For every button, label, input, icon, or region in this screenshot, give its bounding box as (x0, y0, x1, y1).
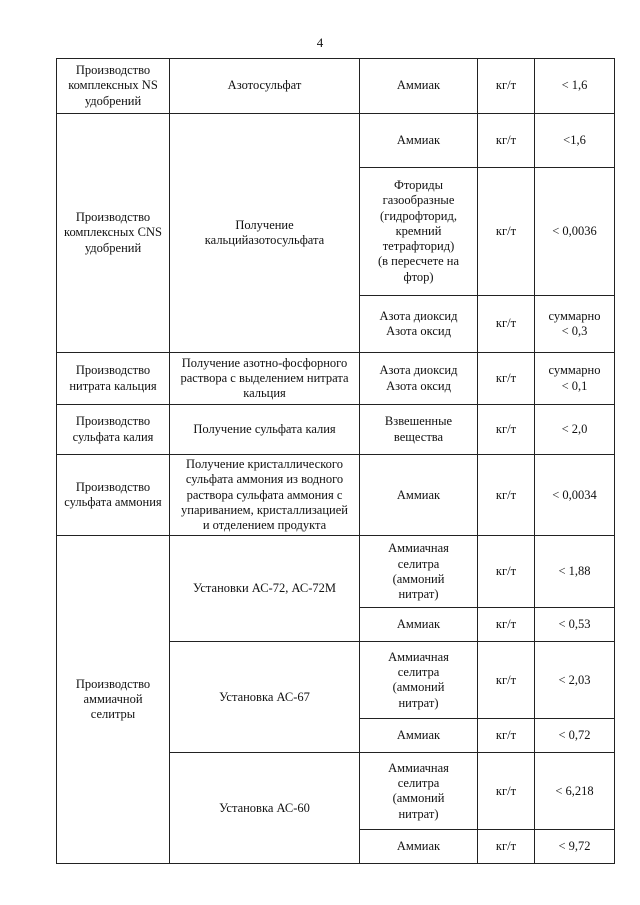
process-name: Установки АС-72, АС-72М (193, 581, 336, 596)
value-cell (535, 719, 615, 753)
value-cell (535, 353, 615, 405)
value-cell (535, 114, 615, 168)
process-cell (170, 642, 360, 753)
value-cell (535, 405, 615, 455)
emission-standards-table (56, 58, 615, 864)
process-cell (170, 59, 360, 114)
unit-cell (478, 719, 535, 753)
process-cell (170, 114, 360, 353)
substance-cell (360, 830, 478, 864)
unit-cell (478, 296, 535, 353)
page-number: 4 (316, 35, 324, 50)
unit-cell (478, 753, 535, 830)
substance-cell (360, 536, 478, 608)
value-cell (535, 296, 615, 353)
substance-text: Аммиак (396, 728, 441, 743)
value-cell (535, 642, 615, 719)
unit-text: кг/т (495, 672, 517, 687)
unit-cell (478, 830, 535, 864)
unit-text: кг/т (495, 316, 517, 331)
value-text: < 0,53 (558, 617, 591, 632)
unit-cell (478, 608, 535, 642)
process-name: Получение азотно-фосфорного раствора с выделением нитрата кальция (180, 355, 349, 401)
substance-text: Взвешенные вещества (384, 414, 453, 444)
unit-cell (478, 405, 535, 455)
substance-text: Аммиак (396, 487, 441, 502)
table-body (57, 59, 615, 864)
production-cell (57, 114, 170, 353)
unit-cell (478, 642, 535, 719)
value-cell (535, 830, 615, 864)
process-cell (170, 405, 360, 455)
value-text: < 1,6 (561, 78, 588, 93)
value-text: суммарно < 0,1 (548, 363, 601, 393)
production-cell (57, 405, 170, 455)
process-name: Азотосульфат (227, 78, 302, 93)
production-name: Производство комплексных NS удобрений (68, 63, 158, 108)
substance-text: Аммиачная селитра (аммоний нитрат) (388, 649, 449, 710)
unit-text: кг/т (495, 78, 517, 93)
value-cell (535, 455, 615, 536)
production-name: Производство комплексных CNS удобрений (64, 210, 162, 255)
substance-cell (360, 114, 478, 168)
process-name: Установка АС-60 (219, 800, 310, 815)
production-name: Производство аммиачной селитры (75, 676, 151, 722)
value-text: < 9,72 (558, 839, 591, 854)
process-cell (170, 353, 360, 405)
process-name: Установка АС-67 (219, 689, 310, 704)
value-cell (535, 59, 615, 114)
substance-text: Аммиак (396, 78, 441, 93)
value-cell (535, 168, 615, 296)
substance-text: Аммиак (396, 839, 441, 854)
substance-text: Фториды газообразные (гидрофторид, кремний тетрафторид) (в пересчете на фтор) (377, 178, 460, 284)
value-text: < 2,03 (558, 672, 591, 687)
process-cell (170, 455, 360, 536)
unit-text: кг/т (495, 370, 517, 385)
process-name: Получение кристаллического сульфата аммония из водного раствора сульфата аммония с упариванием, кристаллизацией и отделением продукта (181, 457, 348, 532)
value-text: суммарно < 0,3 (548, 308, 601, 338)
unit-text: кг/т (495, 783, 517, 798)
process-name: Получение сульфата калия (193, 421, 336, 436)
table-row (57, 455, 615, 536)
table-row (57, 405, 615, 455)
value-text: < 6,218 (555, 783, 594, 798)
substance-cell (360, 59, 478, 114)
value-cell (535, 536, 615, 608)
production-name: Производство сульфата аммония (64, 479, 162, 510)
unit-cell (478, 59, 535, 114)
unit-text: кг/т (495, 132, 517, 147)
substance-cell (360, 353, 478, 405)
substance-cell (360, 753, 478, 830)
process-cell (170, 753, 360, 864)
unit-text: кг/т (495, 728, 517, 743)
value-cell (535, 753, 615, 830)
unit-cell (478, 114, 535, 168)
unit-cell (478, 353, 535, 405)
unit-cell (478, 536, 535, 608)
value-text: <1,6 (563, 132, 586, 147)
table-row (57, 59, 615, 114)
value-text: < 2,0 (561, 421, 588, 436)
unit-text: кг/т (495, 564, 517, 579)
substance-cell (360, 168, 478, 296)
unit-text: кг/т (495, 223, 517, 238)
substance-text: Аммиак (396, 132, 441, 147)
table-row (57, 114, 615, 168)
substance-cell (360, 405, 478, 455)
process-cell (170, 536, 360, 642)
substance-cell (360, 455, 478, 536)
production-cell (57, 353, 170, 405)
production-cell (57, 59, 170, 114)
value-text: < 0,0034 (552, 487, 597, 502)
substance-text: Азота диоксид Азота оксид (379, 363, 458, 393)
substance-text: Аммиак (396, 617, 441, 632)
production-name: Производство сульфата калия (72, 414, 154, 444)
production-name: Производство нитрата кальция (69, 363, 157, 393)
substance-cell (360, 608, 478, 642)
substance-cell (360, 719, 478, 753)
unit-text: кг/т (495, 487, 517, 502)
unit-text: кг/т (495, 617, 517, 632)
production-cell (57, 536, 170, 864)
production-cell (57, 455, 170, 536)
value-text: < 1,88 (558, 564, 591, 579)
unit-cell (478, 455, 535, 536)
substance-cell (360, 642, 478, 719)
process-name: Получение кальцийазотосульфата (204, 217, 325, 247)
substance-text: Азота диоксид Азота оксид (379, 308, 458, 338)
unit-text: кг/т (495, 421, 517, 436)
substance-text: Аммиачная селитра (аммоний нитрат) (388, 760, 449, 821)
unit-cell (478, 168, 535, 296)
unit-text: кг/т (495, 839, 517, 854)
value-cell (535, 608, 615, 642)
value-text: < 0,72 (558, 728, 591, 743)
value-text: < 0,0036 (552, 223, 597, 238)
table-row (57, 353, 615, 405)
substance-text: Аммиачная селитра (аммоний нитрат) (388, 541, 449, 601)
substance-cell (360, 296, 478, 353)
table-row (57, 536, 615, 608)
